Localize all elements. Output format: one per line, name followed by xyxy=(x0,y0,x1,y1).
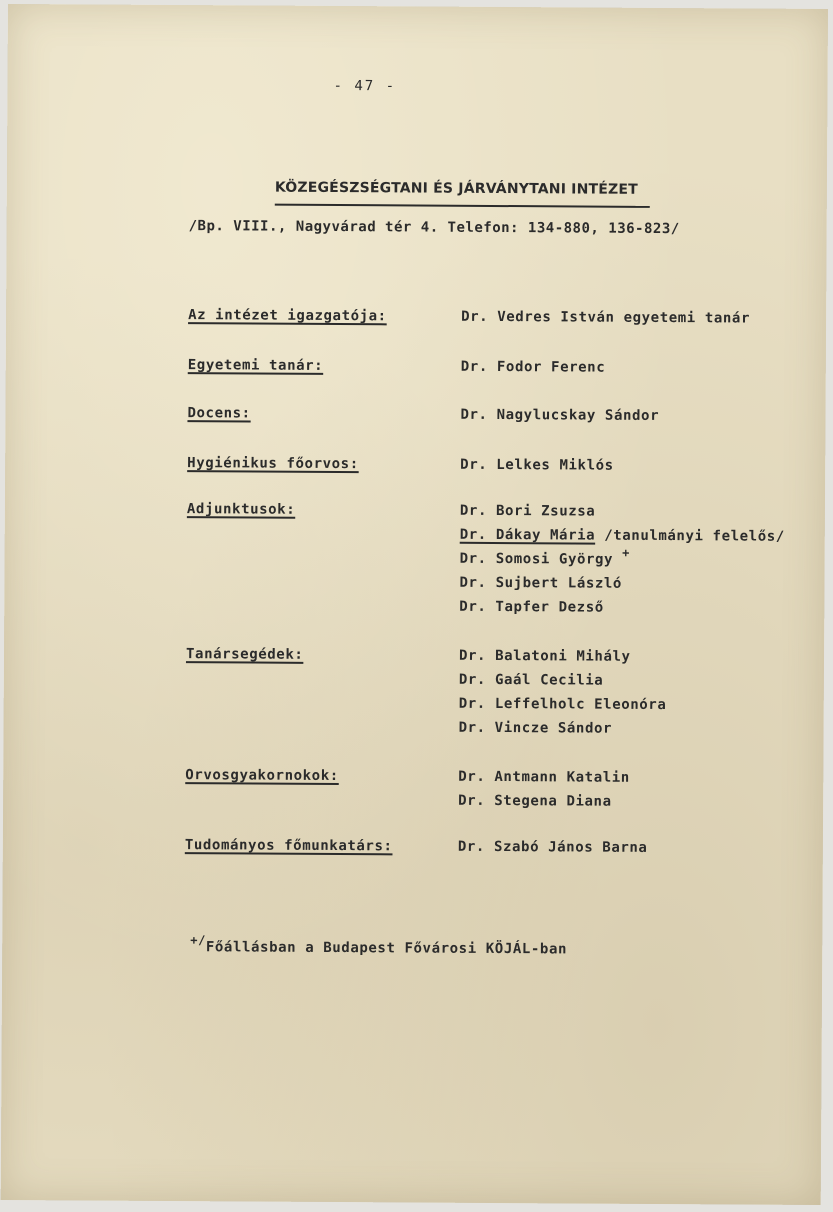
hygiene-role-label xyxy=(187,455,359,472)
docent-role-label xyxy=(187,405,250,421)
adjunct-name: Dr. Bori Zsuzsa xyxy=(459,502,596,520)
adjunct-note: /tanulmányi felelős/ xyxy=(604,527,785,545)
title-underline xyxy=(275,204,650,208)
professor-role-text: Egyetemi tanár: xyxy=(187,357,324,374)
adjunct-name: Dr. Somosi György xyxy=(459,550,614,568)
director-name: Dr. Vedres István egyetemi tanár xyxy=(461,308,751,327)
assistant-name: Dr. Leffelholc Eleonóra xyxy=(458,695,667,714)
footnote-marker: + xyxy=(622,545,631,560)
assistant-role-label xyxy=(186,646,303,663)
footnote-marker: +/ xyxy=(190,933,206,948)
assistant-name: Dr. Vincze Sándor xyxy=(458,719,613,737)
assistant-name: Dr. Balatoni Mihály xyxy=(458,647,631,665)
director-role-label xyxy=(188,307,387,324)
researcher-role-label xyxy=(185,837,393,854)
page-number: - 47 - xyxy=(333,77,397,95)
institute-title: KÖZEGÉSZSÉGTANI ÉS JÁRVÁNYTANI INTÉZET xyxy=(274,179,638,198)
docent-name: Dr. Nagylucskay Sándor xyxy=(460,406,660,424)
hygiene-name: Dr. Lelkes Miklós xyxy=(460,456,614,474)
adjunct-role-text: Adjunktusok: xyxy=(186,501,296,518)
researcher-name: Dr. Szabó János Barna xyxy=(457,838,648,856)
footnote-text: Főállásban a Budapest Fővárosi KÖJÁL-ban xyxy=(205,939,568,958)
assistant-name: Dr. Gaál Cecilia xyxy=(458,671,604,689)
footnote xyxy=(190,933,568,958)
resident-role-label xyxy=(185,767,339,784)
professor-role-label xyxy=(188,357,324,374)
adjunct-name: Dr. Tapfer Dezső xyxy=(459,598,604,616)
professor-name: Dr. Fodor Ferenc xyxy=(460,358,606,376)
document-page xyxy=(1,4,828,1205)
resident-role-text: Orvosgyakornokok: xyxy=(185,767,339,785)
hygiene-role-text: Hygiénikus főorvos: xyxy=(187,455,359,473)
adjunct-name: Dr. Dákay Mária xyxy=(459,526,596,544)
resident-name: Dr. Stegena Diana xyxy=(458,792,612,810)
adjunct-name: Dr. Sujbert László xyxy=(459,574,623,592)
institute-address: /Bp. VIII., Nagyvárad tér 4. Telefon: 134-880, 136-823/ xyxy=(188,218,680,238)
adjunct-role-label xyxy=(187,501,295,518)
researcher-role-text: Tudományos főmunkatárs: xyxy=(184,837,393,855)
adjunct-name-line xyxy=(460,527,785,545)
director-role-text: Az intézet igazgatója: xyxy=(188,307,387,325)
adjunct-name-line xyxy=(459,545,631,568)
docent-role-text: Docens: xyxy=(187,405,251,422)
assistant-role-text: Tanársegédek: xyxy=(185,646,304,663)
resident-name: Dr. Antmann Katalin xyxy=(458,768,630,786)
